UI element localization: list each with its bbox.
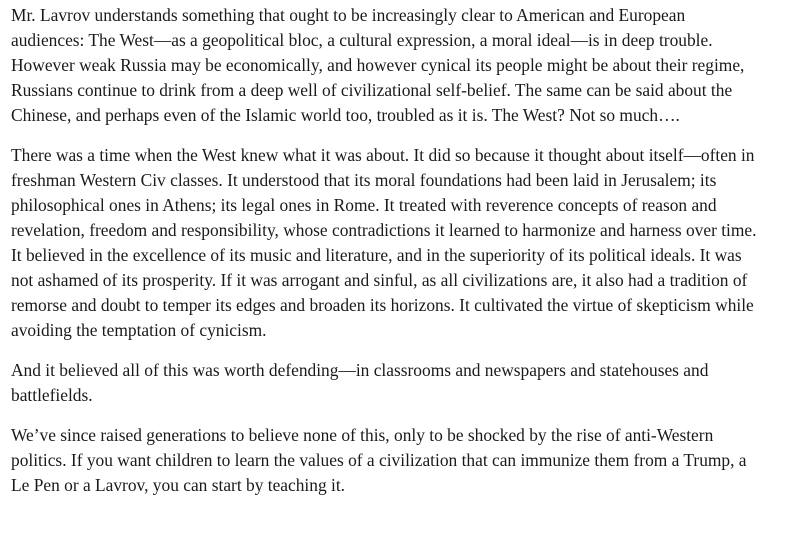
article-body <box>11 3 791 513</box>
paragraph-4: We’ve since raised generations to believe none of this, only to be shocked by the rise of anti-Western politics. If you want children to learn the values of a civilization that can immunize them from a Trump, a Le Pen or a Lavrov, you can start by teaching it. <box>11 425 747 495</box>
paragraph-1: Mr. Lavrov understands something that ought to be increasingly clear to American and European audiences: The West—as a geopolitical bloc, a cultural expression, a moral ideal—is in deep trouble. However weak Russia may be economically, and however cynical its people might be about their regime, Russians continue to drink from a deep well of civilizational self-belief. The same can be said about the Chinese, and perhaps even of the Islamic world too, troubled as it is. The West? Not so much…. <box>11 5 745 125</box>
paragraph-3: And it believed all of this was worth defending—in classrooms and newspapers and statehouses and battlefields. <box>11 360 709 405</box>
paragraph-2: There was a time when the West knew what it was about. It did so because it thought about itself—often in freshman Western Civ classes. It understood that its moral foundations had been laid in Jerusalem; its philosophical ones in Athens; its legal ones in Rome. It treated with reverence concepts of reason and revelation, freedom and responsibility, whose contradictions it learned to harmonize and harness over time. It believed in the excellence of its music and literature, and in the superiority of its political ideals. It was not ashamed of its prosperity. If it was arrogant and sinful, as all civilizations are, it also had a tradition of remorse and doubt to temper its edges and broaden its horizons. It cultivated the virtue of skepticism while avoiding the temptation of cynicism. <box>11 145 757 340</box>
